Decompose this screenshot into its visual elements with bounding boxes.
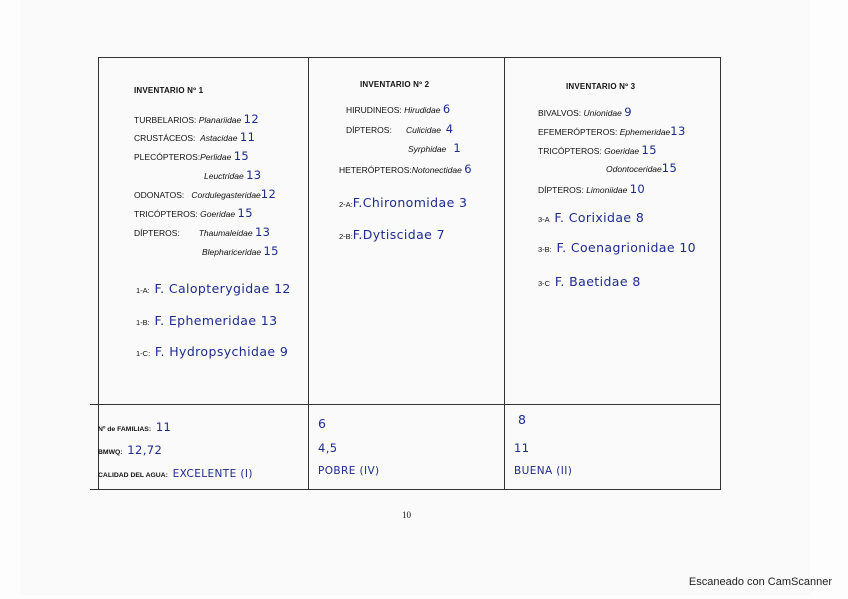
inventory1-row: TRICÓPTEROS: Goeridae 15 [134, 206, 253, 220]
scanner-watermark: Escaneado con CamScanner [688, 576, 832, 588]
inventory1-row: Leuctridae 13 [204, 168, 262, 182]
column-divider-1 [308, 58, 309, 490]
inventory3-row: DÍPTEROS: Limoniidae 10 [538, 182, 646, 196]
col3-bmwq: 11 [514, 441, 530, 455]
bmwq-row: BMWQ: 12,72 [98, 443, 163, 457]
inventory1-extra: 1-C: F. Hydropsychidae 9 [136, 344, 289, 359]
table-border-bottom [90, 489, 720, 490]
inventory1-extra: 1-B: F. Ephemeridae 13 [136, 313, 278, 328]
inventory3-row: EFEMERÓPTEROS: Ephemeridae13 [538, 124, 686, 138]
inventory3-extra: 3-B: F. Coenagrionidae 10 [538, 240, 697, 255]
inventory3-row: BIVALVOS: Unionidae 9 [538, 105, 632, 119]
inventory1-title: INVENTARIO Nº 1 [134, 86, 204, 95]
inventory2-extra: 2-A:F.Chironomidae 3 [339, 195, 468, 210]
inventory2-title: INVENTARIO Nº 2 [360, 80, 430, 89]
inventory3-extra: 3-C F. Baetidae 8 [538, 274, 641, 289]
inventory1-row: PLECÓPTEROS:Perlidae 15 [134, 149, 250, 163]
inventory3-extra: 3-A F. Corixidae 8 [538, 210, 645, 225]
inventory1-extra: 1-A: F. Calopterygidae 12 [136, 281, 291, 296]
inventory1-row: ODONATOS: Cordulegasteridae12 [134, 187, 277, 201]
inventory2-row: HIRUDINEOS: Hirudidae 6 [346, 102, 451, 116]
col2-quality: POBRE (IV) [318, 465, 380, 477]
inventory3-row: TRICÓPTEROS: Goeridae 15 [538, 143, 657, 157]
summary-divider [90, 404, 720, 405]
inventory1-row: DÍPTEROS: Thaumaleidae 13 [134, 225, 271, 239]
col2-bmwq: 4,5 [318, 441, 338, 455]
inventory2-row: DÍPTEROS: Culicidae 4 [346, 122, 454, 136]
col3-quality: BUENA (II) [514, 465, 573, 477]
inventory2-row: HETERÓPTEROS:Notonectidae 6 [339, 162, 472, 176]
inventory-table [98, 57, 721, 490]
col3-families: 8 [518, 412, 527, 427]
col2-families: 6 [318, 416, 327, 431]
page-number: 10 [402, 510, 411, 520]
inventory1-row: CRUSTÁCEOS: Astacidae 11 [134, 130, 256, 144]
inventory1-row: TURBELARIOS: Planariidae 12 [134, 112, 260, 126]
quality-row: CALIDAD DEL AGUA: EXCELENTE (I) [98, 468, 253, 480]
inventory3-row: Odontoceridae15 [606, 161, 678, 175]
inventory1-row: Blephariceridae 15 [202, 244, 279, 258]
column-divider-2 [504, 58, 505, 490]
inventory2-extra: 2-B:F.Dytiscidae 7 [339, 227, 445, 242]
inventory2-row: Syrphidae 1 [408, 141, 462, 155]
inventory3-title: INVENTARIO Nº 3 [566, 82, 636, 91]
families-row: Nº de FAMILIAS: 11 [98, 420, 172, 434]
